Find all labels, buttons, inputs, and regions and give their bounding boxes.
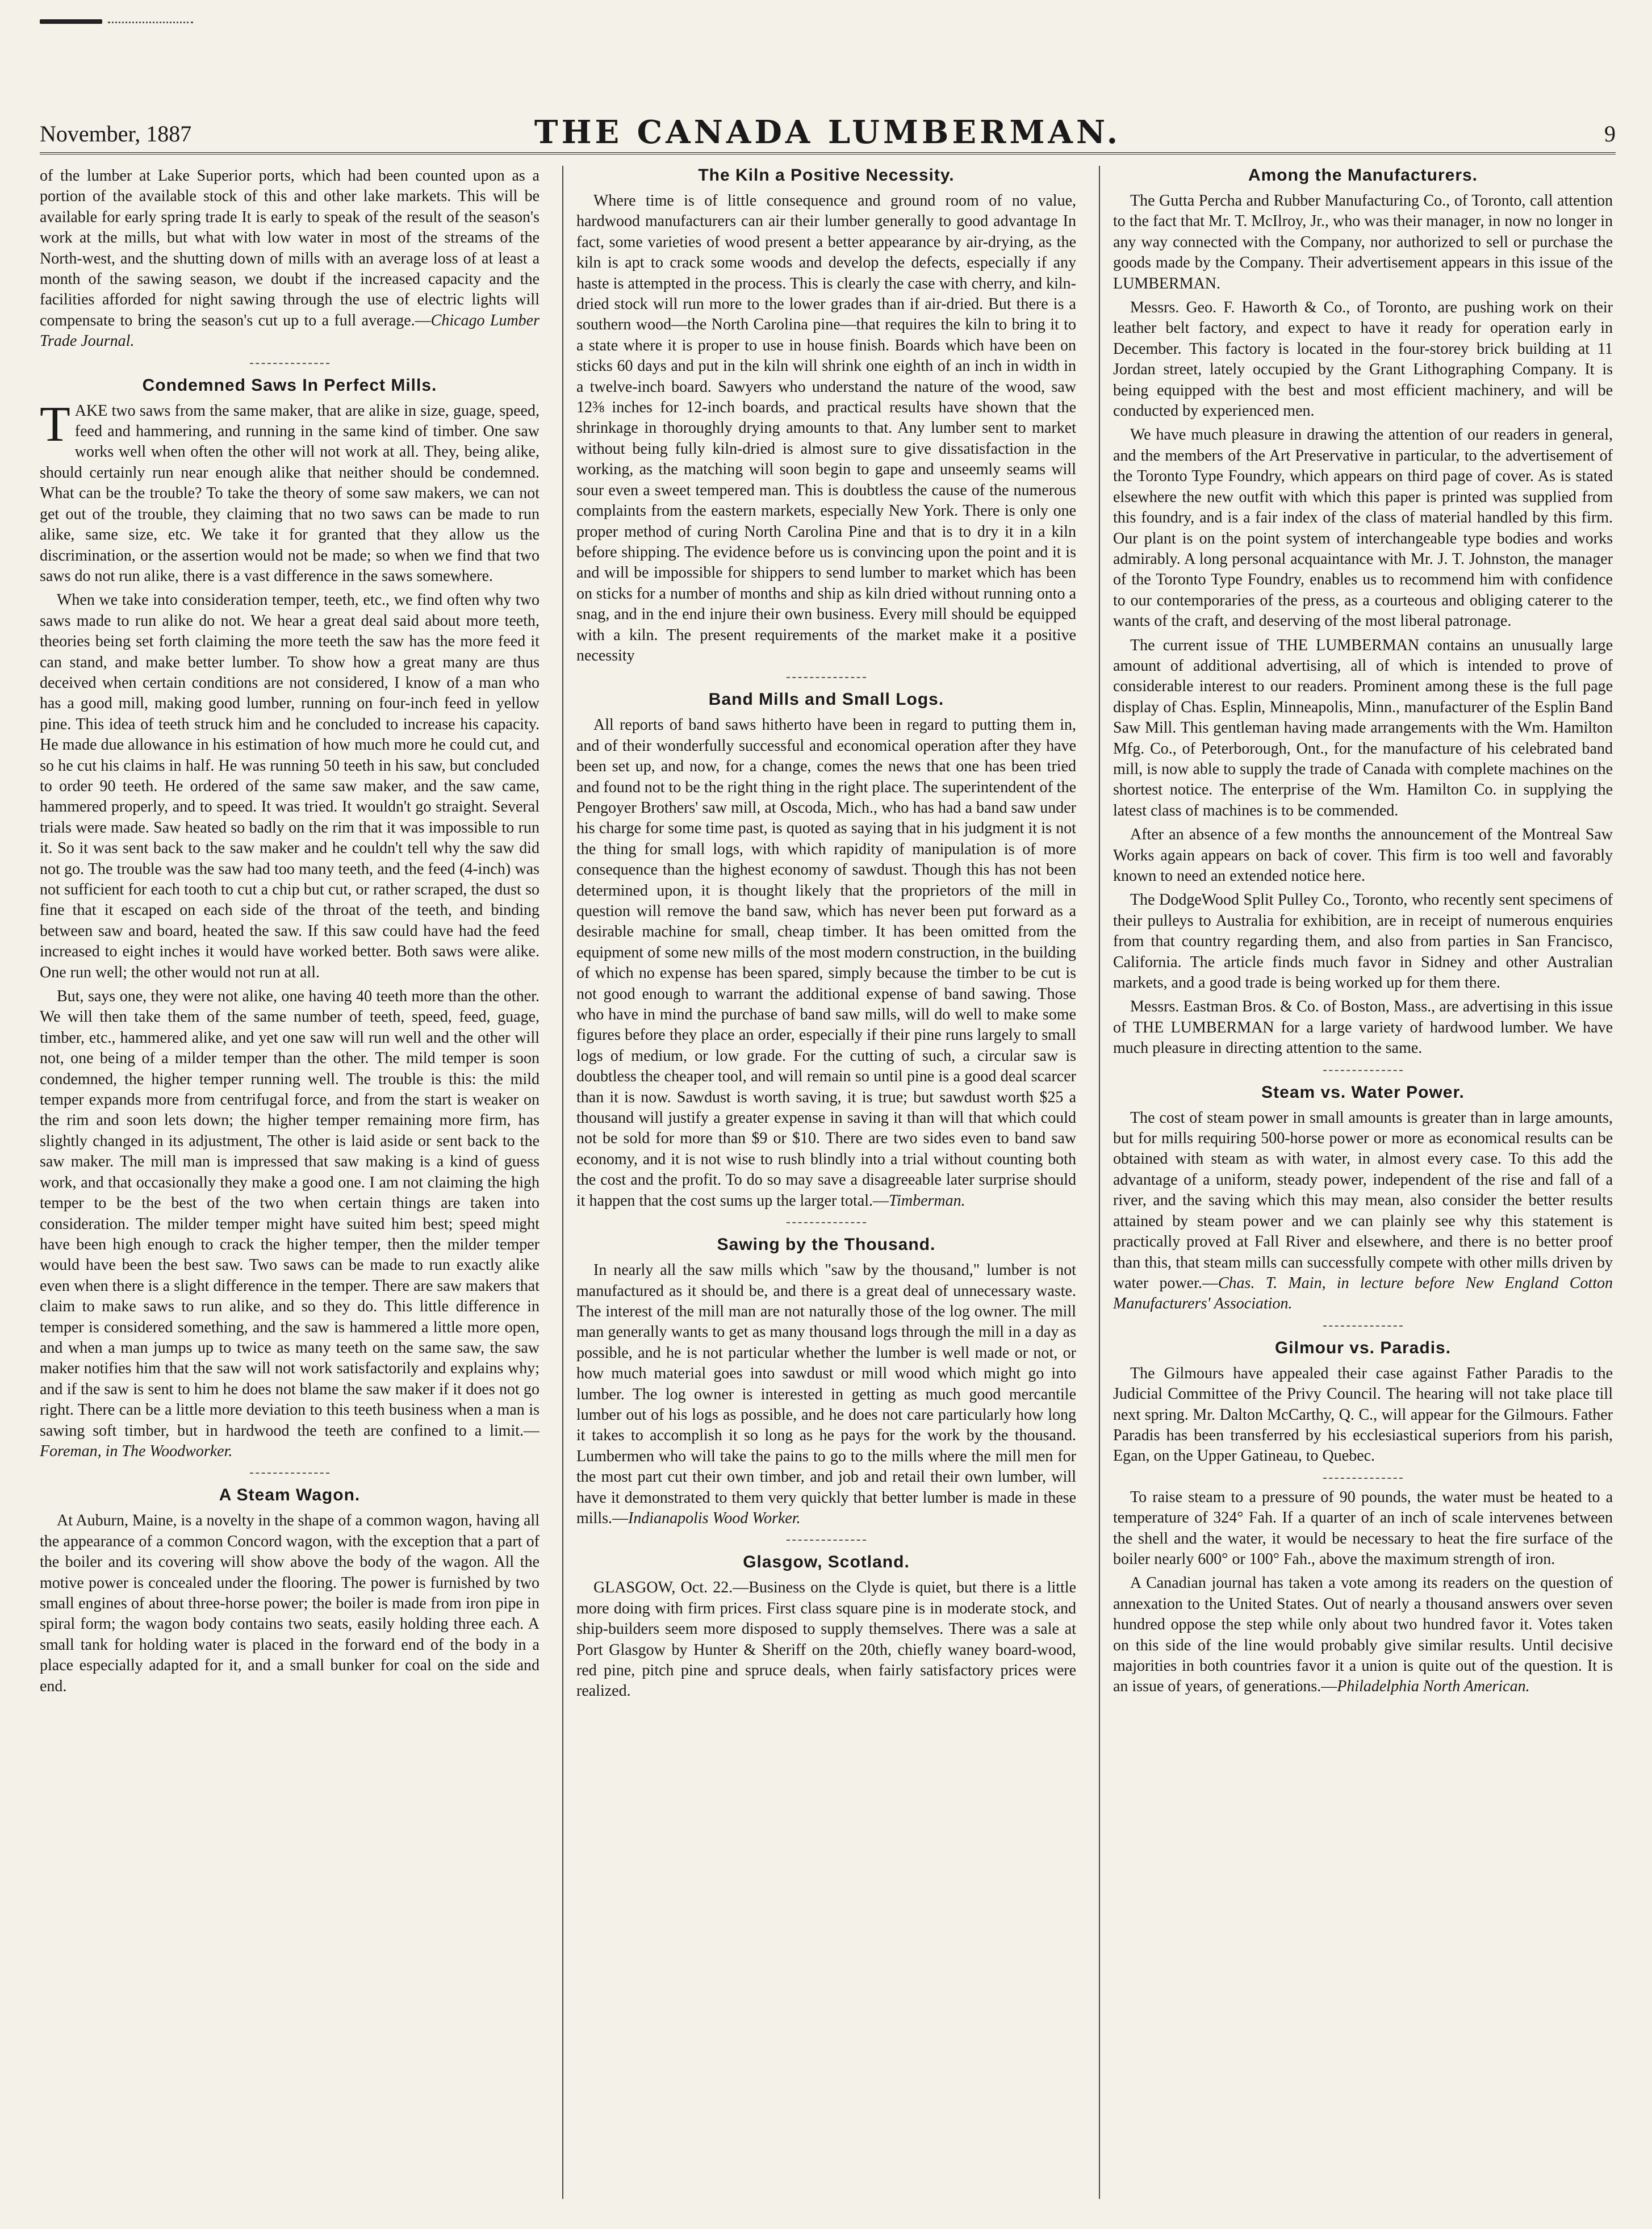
section-divider <box>1113 1319 1613 1331</box>
article-title: Among the Manufacturers. <box>1248 166 1478 185</box>
article-paragraph: After an absence of a few months the announcement of the Montreal Saw Works again appears on back of cover. This firm is too well and favorably known to need an extended notice here. <box>1113 826 1613 885</box>
article-paragraph: GLASGOW, Oct. 22.—Business on the Clyde is quiet, but there is a little more doing with firm prices. First class square pine is in moderate stock, and ship-builders seem more disposed to supply themselves. There was a sale at Port Glasgow by Hunter & Sheriff on the 20th, chiefly waney board-wood, red pine, pitch pine and spruce deals, when fairly satisfactory prices were realized. <box>576 1579 1076 1700</box>
section-divider <box>40 1466 539 1478</box>
page-header <box>40 114 1616 153</box>
section-divider <box>1113 1064 1613 1075</box>
article-paragraph: Where time is of little consequence and ground room of no value, hardwood manufacturers can air their lumber generally to good advantage In fact, some varieties of wood present a better appearance by air-drying, as the kiln is apt to crack some woods and develop the defects, especially if any haste is attempted in the process. This is clearly the case with cherry, and kiln-dried stock will run more to the lower grades than if air-dried. But there is a southern wood—the North Carolina pine—that requires the kiln to bring it to a state where it is proper to use in house finish. Boards which have been on sticks 60 days and put in the kiln will shrink one eighth of an inch in width in a twelve-inch board. Sawyers who understand the nature of the wood, saw 12⅜ inches for 12-inch boards, and practical results have shown that the shrinkage in thoroughly drying amounts to that. Any lumber sent to market without being fully kiln-dried is almost sure to give dissatisfaction in the working, as the matching will soon begin to gape and unseemly seams will sour even a sweet tempered man. This is doubtless the cause of the numerous complaints from the eastern markets, especially New York. There is only one proper method of curing North Carolina Pine and that is to dry it in a kiln before shipping. The evidence before us is convincing upon the point and it is and will be impossible for shippers to send lumber to market which has been on sticks for a number of months and ship as kiln dried without running onto a snag, and in the end injure their own business. Every mill should be equipped with a kiln. The present requirements of the market make it a positive necessity <box>576 192 1076 664</box>
column-rule <box>562 166 563 2199</box>
section-divider <box>576 671 1076 682</box>
print-artifact <box>40 17 221 25</box>
header-rule <box>40 152 1616 154</box>
article-paragraph: The cost of steam power in small amounts is greater than in large amounts, but for mills requiring 500-horse power or more as economical results can be obtained with steam as with water, in almost every case. To this add the advantage of a uniform, steady power, independent of the rise and fall of a river, and the saving which this may mean, also consider the better results attained by steam power and we can plainly see why this statement is practically proved at Fall River and elsewhere, and there is no better proof than this, that steam mills can successfully compete with other mills driven by water power.—Chas. T. Main, in lecture before New England Cotton Manufacturers' Association. <box>1113 1109 1613 1313</box>
article-paragraph: We have much pleasure in drawing the attention of our readers in general, and the members of the Art Preservative in particular, to the advertisement of the Toronto Type Foundry, which appears on third page of cover. As is stated elsewhere the new outfit with which this paper is printed was supplied from this foundry, and is a fair index of the class of material handled by this firm. Our plant is on the point system of interchangeable type bodies and works admirably. A long personal acquaintance with Mr. J. T. Johnston, the manager of the Toronto Type Foundry, enables us to recommend him with confidence to our contemporaries of the press, as a courteous and obliging caterer to the wants of the craft, and deserving of the most liberal patronage. <box>1113 426 1613 630</box>
column-3 <box>1113 166 1613 2193</box>
article-title: Band Mills and Small Logs. <box>708 690 944 709</box>
article-paragraph: Messrs. Eastman Bros. & Co. of Boston, Mass., are advertising in this issue of THE LUMBERMAN for a large variety of hardwood lumber. We have much pleasure in directing attention to the same. <box>1113 998 1613 1057</box>
article-source: Chas. T. Main, in lecture before New England Cotton Manufacturers' Association. <box>1113 1274 1613 1313</box>
article-paragraph: To raise steam to a pressure of 90 pounds, the water must be heated to a temperature of 324° Fah. If a quarter of an inch of scale intervenes between the shell and the water, it would be necessary to heat the fire surface of the boiler nearly 600° or 100° Fah., above the maximum strength of iron. <box>1113 1488 1613 1568</box>
newspaper-page <box>40 17 1616 2209</box>
article-source: Foreman, in The Woodworker. <box>40 1442 233 1460</box>
article-title: Sawing by the Thousand. <box>717 1235 936 1254</box>
article-title: A Steam Wagon. <box>219 1486 361 1505</box>
article-paragraph: In nearly all the saw mills which "saw by the thousand," lumber is not manufactured as it should be, and there is a great deal of unnecessary waste. The interest of the mill man are not naturally those of the log owner. The mill man generally wants to get as many thousand logs through the mill in a day as possible, and he is not particular whether the lumber is well made or not, or how much material goes into sawdust or mill wood which might go into lumber. The log owner is interested in getting as much good mercantile lumber out of his logs as possible, and he does not care particularly how long it takes to accomplish it so long as he pays for the work by the thousand. Lumbermen who will take the pains to go to the mills where the mill men for the most part cut their own timber, and job and retail their own lumber, will have it demonstrated to them very quickly that better lumber is made in these mills.—Indianapolis Wood Worker. <box>576 1261 1076 1527</box>
article-paragraph: When we take into consideration temper, teeth, etc., we find often why two saws made to run alike do not. We hear a great deal said about more teeth, theories being set forth claiming the more teeth the saw has the more feed it can stand, and make better lumber. To show how a great many are thus deceived when certain conditions are not considered, I know of a man who has a good mill, making good lumber, running on four-inch feed in yellow pine. This idea of teeth struck him and he concluded to increase his capacity. He made due allowance in his estimation of how much more he could cut, and so he cut his claims in half. He was running 50 teeth in his saw, but concluded to order 90 teeth. He ordered of the same saw maker, and the saw came, hammered properly, and to speed. It was tried. It wouldn't go straight. Several trials were made. Saw heated so badly on the rim that it was impossible to run it. So it was sent back to the saw maker and he couldn't tell why the saw did not go. The trouble was the saw had too many teeth, and the feed (4-inch) was not sufficient for each tooth to cut a chip but cut, or rather scraped, the dust so fine that it escaped on each side of the throat of the teeth, and binding between saw and board, heated the saw. If this saw could have had the feed increased to eight inches it would have worked better. Both saws were alike. One run well; the other would not run at all. <box>40 591 539 981</box>
article-paragraph: All reports of band saws hitherto have been in regard to putting them in, and of their wonderfully successful and economical operation after they have been set up, and now, for a change, comes the news that one has been tried and found not to be the right thing in the right place. The superintendent of the Pengoyer Brothers' saw mill, at Oscoda, Mich., who has had a band saw under his charge for some time past, is quoted as saying that in his judgment it is not the thing for small logs, with which rapidity of manipulation is of more consequence than the highest economy of sawdust. Though this has not been determined upon, it is thought likely that the proprietors of the mill in question will remove the band saw, which has never been put forward as a desirable machine for small, cheap timber. It has been omitted from the equipment of some new mills of the most modern construction, in the building of which no expense has been spared, simply because the timber to be cut is not good enough to warrant the additional expense of band sawing. Those who have in mind the purchase of band saw mills, will do well to make some figures before they place an order, especially if their pine runs largely to small logs of medium, or low grade. For the cutting of such, a circular saw is doubtless the cheaper tool, and will remain so until pine is a good deal scarcer than it is now. Sawdust is worth saving, it is true; but sawdust worth $25 a thousand will justify a greater expense in saving it than will that which could not be sold for more than $9 or $10. There are two sides even to band saw economy, and it is not wise to rush blindly into a trial without counting both the cost and the profit. To do so may save a disagreeable later surprise should it happen that the cost sums up the larger total.—Timberman. <box>576 716 1076 1210</box>
article-paragraph: The DodgeWood Split Pulley Co., Toronto, who recently sent specimens of their pulleys to Australia for exhibition, are in receipt of numerous enquiries from that country regarding them, and also from parties in San Francisco, California. The article finds much favor in Sidney and other Australian markets, and a good trade is being worked up for them there. <box>1113 891 1613 992</box>
article-title: Steam vs. Water Power. <box>1261 1082 1465 1102</box>
section-divider <box>576 1533 1076 1545</box>
section-divider <box>576 1216 1076 1227</box>
column-1 <box>40 166 539 2193</box>
column-2 <box>576 166 1076 2193</box>
article-title: Glasgow, Scotland. <box>743 1553 910 1572</box>
article-paragraph: The Gilmours have appealed their case against Father Paradis to the Judicial Committee of the Privy Council. The hearing will not take place till next spring. Mr. Dalton McCarthy, Q. C., will appear for the Gilmours. Father Paradis has been transferred by his ecclesiastical superiors from his parish, Egan, on the Upper Gatineau, to Quebec. <box>1113 1364 1613 1465</box>
column-rule <box>1099 166 1100 2199</box>
section-divider <box>40 357 539 368</box>
drop-cap: T <box>40 396 70 452</box>
article-paragraph: The Gutta Percha and Rubber Manufacturing Co., of Toronto, call attention to the fact that Mr. T. McIlroy, Jr., who was their manager, in now no longer in any way connected with the Company, nor authorized to sell or purchase the goods made by the Company. Their advertisement appears in this issue of the LUMBERMAN. <box>1113 192 1613 292</box>
article-paragraph: Messrs. Geo. F. Haworth & Co., of Toronto, are pushing work on their leather belt factory, and expect to have it ready for operation early in December. This factory is located in the four-storey brick building at 11 Jordan street, lately occupied by the Grant Lithographing Company. It is being equipped with the best and most efficient machinery, and will be conducted by experienced men. <box>1113 299 1613 420</box>
section-divider <box>1113 1471 1613 1483</box>
article-source: Indianapolis Wood Worker. <box>628 1509 801 1527</box>
article-source: Timberman. <box>889 1191 965 1210</box>
page-number: 9 <box>1604 121 1616 147</box>
article-source: Chicago Lumber Trade Journal. <box>40 311 539 350</box>
article-source: Philadelphia North American. <box>1337 1678 1530 1696</box>
issue-date: November, 1887 <box>40 121 192 147</box>
article-title: Gilmour vs. Paradis. <box>1274 1338 1452 1357</box>
article-paragraph: A Canadian journal has taken a vote among its readers on the question of annexation to the United States. Out of nearly a thousand answers over seven hundred oppose the step while only about two hundred favor it. Votes taken on this side of the line would probably give similar results. Until decisive majorities in both countries favor it a union is quite out of the question. It is an issue of years, of generations.—Philadelphia North American. <box>1113 1574 1613 1696</box>
article-title: Condemned Saws In Perfect Mills. <box>142 375 437 395</box>
article-paragraph: At Auburn, Maine, is a novelty in the shape of a common wagon, having all the appearance of a common Concord wagon, with the exception that a part of the boiler and its covering will show above the body of the wagon. All the motive power is concealed under the flooring. The power is furnished by two small engines of about three-horse power; the boiler is made from iron pipe in spiral form; the wagon body contains two seats, easily holding three each. A small tank for holding water is placed in the forward end of the body in a place especially adapted for it, and a small bunker for coal on the side and end. <box>40 1512 539 1695</box>
article-paragraph: of the lumber at Lake Superior ports, which had been counted upon as a portion of the available stock of this and other lake markets. This will be available for early spring trade It is early to speak of the result of the season's work at the mills, but what with low water in most of the streams of the North-west, and the shutting down of mills with an average loss of at least a month of the sawing season, we doubt if the increased capacity and the facilities afforded for night sawing through the use of electric lights will compensate to bring the season's cut up to a full average.—Chicago Lumber Trade Journal. <box>40 167 539 350</box>
article-paragraph: But, says one, they were not alike, one having 40 teeth more than the other. We will then take them of the same number of teeth, speed, feed, guage, timber, etc., hammered alike, and yet one saw will run well and the other will not, one being of a milder temper than the other. The mild temper is soon condemned, the higher temper running well. The trouble is this: the mild temper expands more from centrifugal force, and from the start is weaker on the rim and soon lets down; the higher temper remaining more firm, has slightly changed in its adjustment, The other is laid aside or sent back to the saw maker. The mill man is impressed that saw making is a kind of guess work, and that occasionally they make a good one. I am not claiming the high temper to be the best of the two when certain things are taken into consideration. The milder temper might have suited him best; speed might have been high enough to crack the higher temper, then the milder temper would have been the best saw. Two saws can be made to run exactly alike even when there is a slight difference in the temper. There are saw makers that claim to make saws to run alike, and so they do. This little difference in temper is considered something, and the saw is hammered a little more open, and when a man jumps up to twice as many teeth on the same saw, the saw maker notifies him that the saw will not work satisfactorily and explains why; and if the saw is sent to him he does not blame the saw maker if it does not go right. There can be a little more deviation to this teeth business when a man is sawing soft timber, but in hardwood the teeth are confined to a limit.—Foreman, in The Woodworker. <box>40 988 539 1460</box>
masthead: THE CANADA LUMBERMAN. <box>534 114 1122 151</box>
article-paragraph: The current issue of THE LUMBERMAN contains an unusually large amount of additional advertising, all of which is intended to prove of considerable interest to our readers. Prominent among these is the full page display of Chas. Esplin, Minneapolis, Minn., manufacturer of the Esplin Band Saw Mill. This gentleman having made arrangements with the Wm. Hamilton Mfg. Co., of Peterborough, Ont., for the manufacture of his celebrated band mill, is now able to supply the trade of Canada with complete machines on the shortest notice. The enterprise of the Wm. Hamilton Co. in supplying the latest class of machines is to be commended. <box>1113 636 1613 819</box>
article-paragraph: TAKE two saws from the same maker, that are alike in size, guage, speed, feed and hammering, and running in the same kind of timber. One saw works well when often the other will not work at all. They, being alike, should certainly run near enough alike that neither should be condemned. What can be the trouble? To take the theory of some saw makers, we can not get out of the trouble, they claiming that no two saws can be made to run alike, same size, etc. We take it for granted that they allow us the discrimination, or the assertion would not be made; so when we find that two saws do not run alike, there is a vast difference in the saws somewhere. <box>40 396 539 585</box>
article-title: The Kiln a Positive Necessity. <box>698 166 955 185</box>
